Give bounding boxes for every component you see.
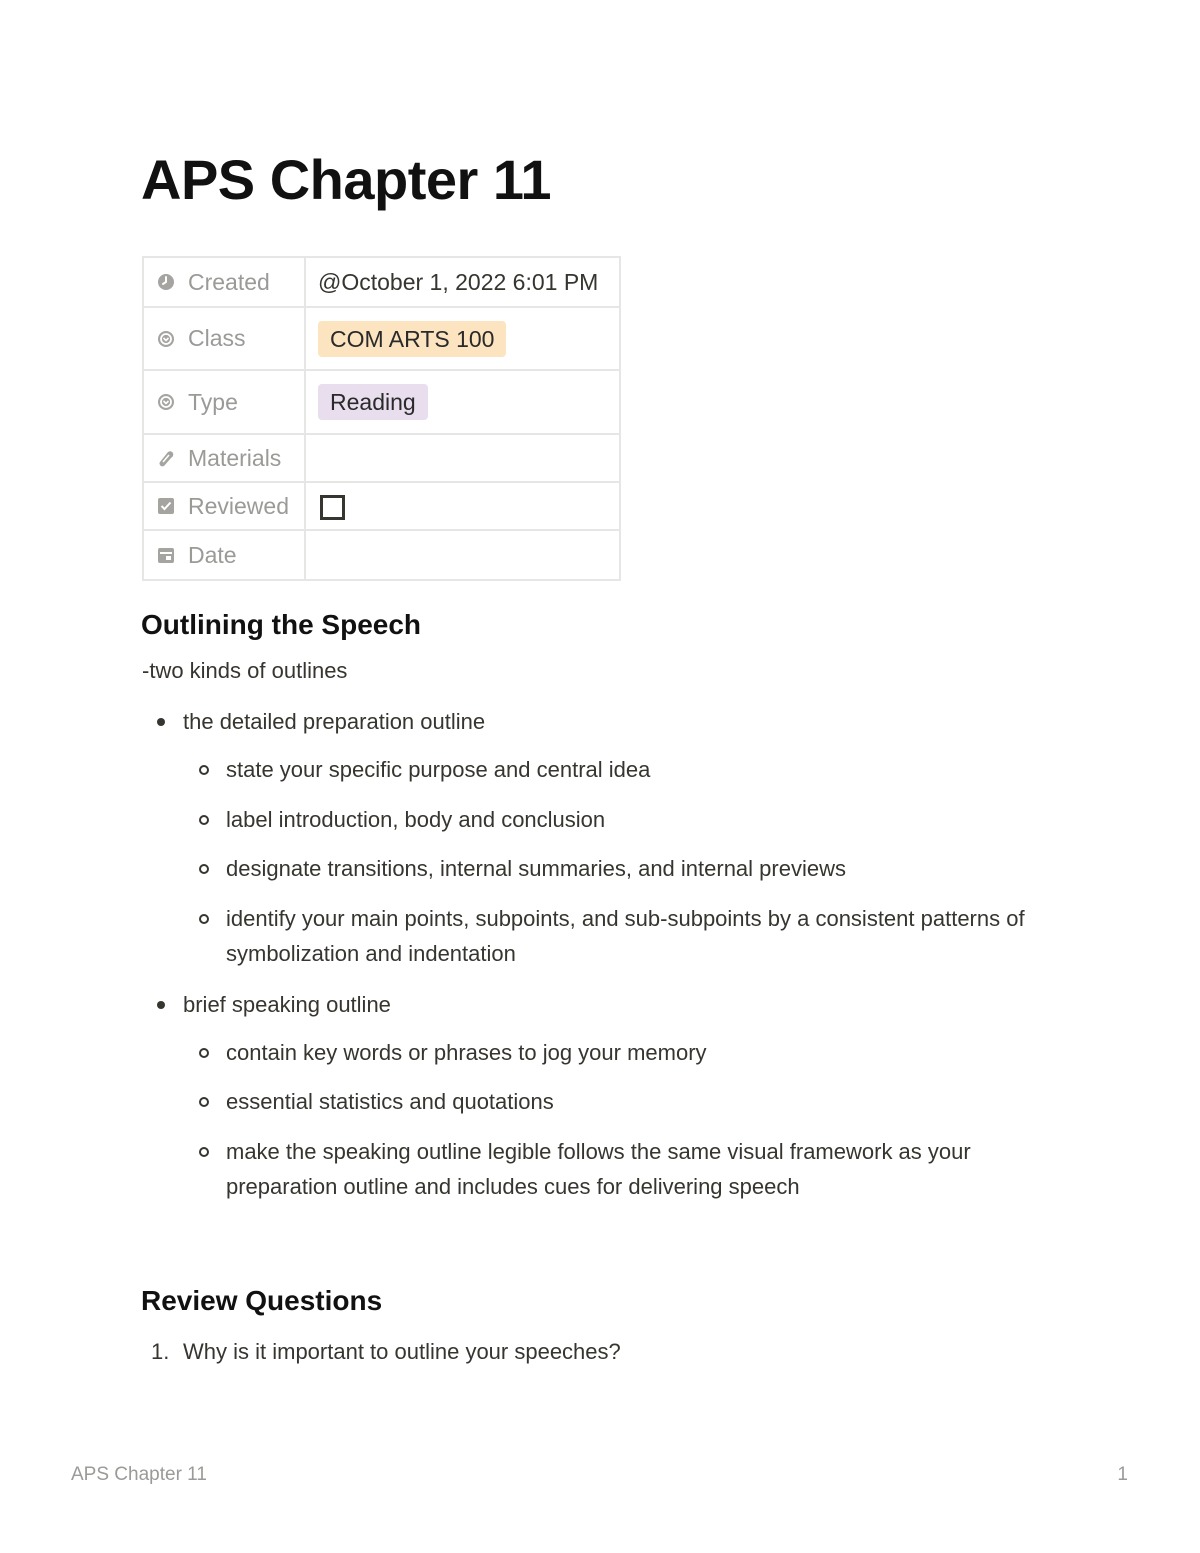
bullet-circle-icon: [199, 815, 209, 825]
bullet-circle-icon: [199, 1048, 209, 1058]
property-value-type[interactable]: [305, 370, 620, 434]
class-tag[interactable]: COM ARTS 100: [318, 321, 506, 357]
property-key-date[interactable]: [143, 530, 305, 580]
list-item: identify your main points, subpoints, and sub-subpoints by a consistent patterns of symbolization and indentation: [226, 901, 1066, 971]
section-heading-review: Review Questions: [141, 1285, 383, 1316]
property-key-type[interactable]: [143, 370, 305, 434]
clock-icon: [156, 272, 176, 292]
property-row-type: [143, 370, 620, 434]
property-label: Materials: [188, 444, 282, 471]
property-row-class: [143, 307, 620, 370]
list-item: designate transitions, internal summaries, and internal previews: [226, 851, 1066, 886]
property-label: Class: [188, 325, 246, 351]
list-item: contain key words or phrases to jog your memory: [226, 1035, 1066, 1070]
numbered-item: 1. Why is it important to outline your speeches?: [183, 1334, 1063, 1369]
checkbox-property-icon: [156, 496, 176, 516]
property-label: Created: [188, 268, 270, 295]
property-value-created[interactable]: @October 1, 2022 6:01 PM: [305, 257, 620, 307]
property-key-class[interactable]: [143, 307, 305, 370]
select-icon: [156, 392, 176, 412]
section-intro: -two kinds of outlines: [142, 658, 348, 683]
attachment-icon: [156, 448, 176, 468]
property-key-reviewed[interactable]: [143, 482, 305, 530]
bullet-disc-icon: [157, 1001, 165, 1009]
property-key-materials[interactable]: [143, 434, 305, 482]
bullet-disc-icon: [157, 718, 165, 726]
list-item: the detailed preparation outline: [183, 704, 1063, 739]
property-label: Date: [188, 541, 237, 568]
property-value-date[interactable]: [305, 530, 620, 580]
property-key-created[interactable]: [143, 257, 305, 307]
property-value-reviewed: [305, 482, 620, 530]
bullet-circle-icon: [199, 914, 209, 924]
list-item: label introduction, body and conclusion: [226, 802, 1066, 837]
property-value-materials[interactable]: [305, 434, 620, 482]
property-row-reviewed: [143, 482, 620, 530]
section-heading-outlining: Outlining the Speech: [141, 609, 422, 640]
item-number: 1.: [151, 1339, 170, 1364]
list-item: make the speaking outline legible follows the same visual framework as your preparation outline and includes cues for delivering speech: [226, 1134, 1066, 1204]
footer-page-number: 1: [1117, 1464, 1128, 1485]
property-label: Type: [188, 388, 238, 415]
reviewed-checkbox[interactable]: [320, 495, 345, 520]
bullet-circle-icon: [199, 1147, 209, 1157]
property-value-class[interactable]: [305, 307, 620, 370]
property-row-date: [143, 530, 620, 580]
property-row-created: [143, 257, 620, 307]
list-item: brief speaking outline: [183, 987, 1063, 1022]
property-label: Reviewed: [188, 492, 289, 519]
properties-table: [142, 256, 621, 581]
list-item: state your specific purpose and central idea: [226, 752, 1066, 787]
list-item: essential statistics and quotations: [226, 1084, 1066, 1119]
page-title: APS Chapter 11: [141, 148, 552, 211]
property-row-materials: [143, 434, 620, 482]
bullet-circle-icon: [199, 765, 209, 775]
bullet-circle-icon: [199, 864, 209, 874]
calendar-icon: [156, 545, 176, 565]
select-icon: [156, 329, 176, 349]
footer-doc-title: APS Chapter 11: [71, 1464, 207, 1485]
type-tag[interactable]: Reading: [318, 384, 428, 420]
bullet-circle-icon: [199, 1097, 209, 1107]
